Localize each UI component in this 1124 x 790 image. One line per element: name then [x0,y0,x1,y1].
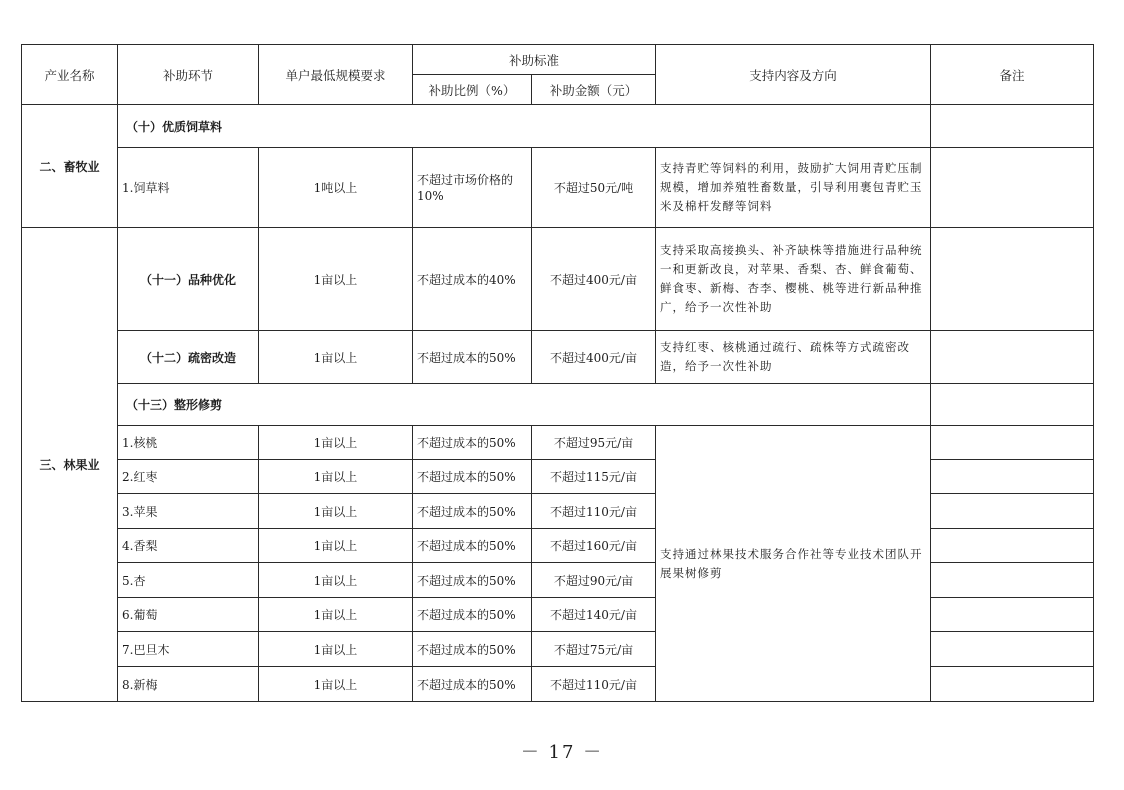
content-cell: 支持青贮等饲料的利用，鼓励扩大饲用青贮压制规模，增加养殖牲畜数量，引导利用裹包青贮玉米及棉杆发酵等饲料 [656,148,931,228]
scale-cell: 1亩以上 [259,331,413,384]
ratio-cell: 不超过成本的40% [413,228,532,331]
subsidy-table [21,44,1094,702]
table-row [22,148,1094,228]
scale-cell: 1亩以上 [259,529,413,563]
amount-cell: 不超过110元/亩 [532,494,656,529]
page-number: － 17 － [520,742,604,763]
table-row [22,494,1094,529]
remarks-cell [931,632,1094,667]
scale-cell: 1亩以上 [259,228,413,331]
section-forage: （十）优质饲草料 [118,105,931,148]
ratio-cell: 不超过成本的50% [413,598,532,632]
amount-cell: 不超过160元/亩 [532,529,656,563]
stage-cell: 6.葡萄 [118,598,259,632]
content-cell-pruning: 支持通过林果技术服务合作社等专业技术团队开展果树修剪 [656,426,931,702]
industry-fruit: 三、林果业 [22,228,118,702]
table-row [22,460,1094,494]
remarks-cell [931,667,1094,702]
ratio-cell: 不超过成本的50% [413,426,532,460]
remarks-cell [931,148,1094,228]
scale-cell: 1亩以上 [259,460,413,494]
table-row [22,331,1094,384]
stage-cell: 2.红枣 [118,460,259,494]
stage-cell: 8.新梅 [118,667,259,702]
ratio-cell: 不超过成本的50% [413,563,532,598]
ratio-cell: 不超过成本的50% [413,494,532,529]
table-row [22,529,1094,563]
ratio-cell: 不超过成本的50% [413,667,532,702]
amount-cell: 不超过400元/亩 [532,228,656,331]
scale-cell: 1亩以上 [259,598,413,632]
stage-cell: （十二）疏密改造 [118,331,259,384]
header-min-scale: 单户最低规模要求 [259,45,413,105]
stage-cell: 3.苹果 [118,494,259,529]
table-row [22,563,1094,598]
header-standard: 补助标准 [413,45,656,75]
table-row [22,384,1094,426]
stage-cell: 7.巴旦木 [118,632,259,667]
remarks-cell [931,494,1094,529]
remarks-cell [931,331,1094,384]
amount-cell: 不超过140元/亩 [532,598,656,632]
remarks-cell [931,598,1094,632]
table-row [22,426,1094,460]
table-row [22,598,1094,632]
stage-cell: 1.饲草料 [118,148,259,228]
scale-cell: 1亩以上 [259,667,413,702]
header-stage: 补助环节 [118,45,259,105]
scale-cell: 1亩以上 [259,494,413,529]
subsidy-table-container [21,44,1094,702]
scale-cell: 1亩以上 [259,426,413,460]
amount-cell: 不超过95元/亩 [532,426,656,460]
remarks-cell [931,563,1094,598]
scale-cell: 1亩以上 [259,632,413,667]
stage-cell: 5.杏 [118,563,259,598]
table-row [22,632,1094,667]
content-cell: 支持采取高接换头、补齐缺株等措施进行品种统一和更新改良，对苹果、香梨、杏、鲜食葡萄、鲜食枣、新梅、杏李、樱桃、桃等进行新品种推广，给予一次性补助 [656,228,931,331]
remarks-cell [931,384,1094,426]
section-pruning: （十三）整形修剪 [118,384,931,426]
ratio-cell: 不超过成本的50% [413,529,532,563]
remarks-cell [931,529,1094,563]
amount-cell: 不超过75元/亩 [532,632,656,667]
header-row-1 [22,45,1094,75]
scale-cell: 1吨以上 [259,148,413,228]
ratio-cell: 不超过成本的50% [413,331,532,384]
amount-cell: 不超过115元/亩 [532,460,656,494]
header-ratio: 补助比例（%） [413,75,532,105]
amount-cell: 不超过400元/亩 [532,331,656,384]
amount-cell: 不超过50元/吨 [532,148,656,228]
table-row [22,105,1094,148]
amount-cell: 不超过110元/亩 [532,667,656,702]
table-row [22,667,1094,702]
remarks-cell [931,426,1094,460]
ratio-cell: 不超过成本的50% [413,632,532,667]
header-industry: 产业名称 [22,45,118,105]
header-remarks: 备注 [931,45,1094,105]
scale-cell: 1亩以上 [259,563,413,598]
remarks-cell [931,228,1094,331]
header-content: 支持内容及方向 [656,45,931,105]
amount-cell: 不超过90元/亩 [532,563,656,598]
stage-cell: 1.核桃 [118,426,259,460]
ratio-cell: 不超过市场价格的10% [413,148,532,228]
ratio-cell: 不超过成本的50% [413,460,532,494]
remarks-cell [931,105,1094,148]
content-cell: 支持红枣、核桃通过疏行、疏株等方式疏密改造，给予一次性补助 [656,331,931,384]
industry-animal: 二、畜牧业 [22,105,118,228]
stage-cell: （十一）品种优化 [118,228,259,331]
header-amount: 补助金额（元） [532,75,656,105]
table-row [22,228,1094,331]
stage-cell: 4.香梨 [118,529,259,563]
remarks-cell [931,460,1094,494]
